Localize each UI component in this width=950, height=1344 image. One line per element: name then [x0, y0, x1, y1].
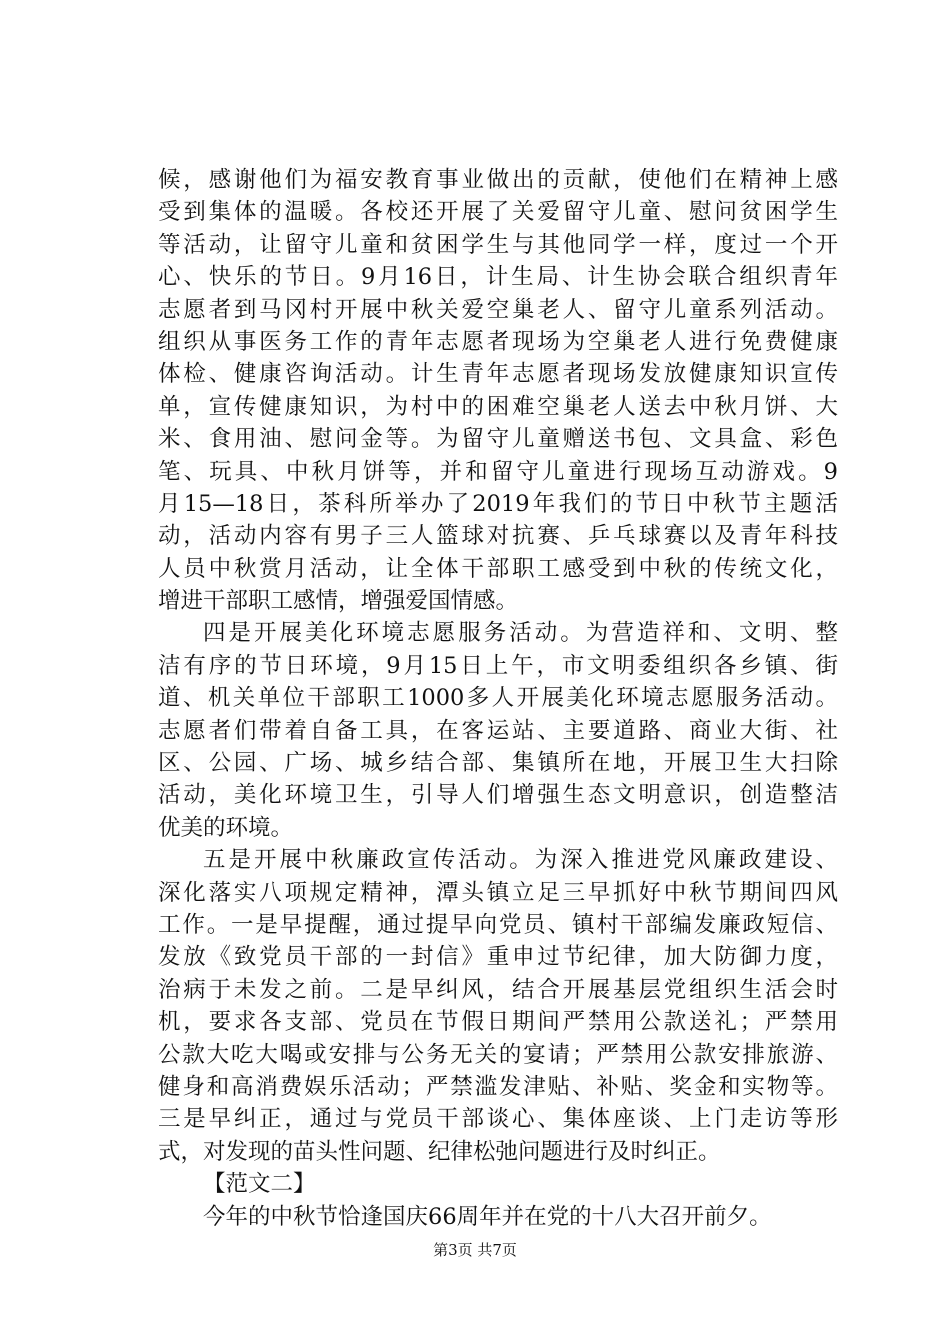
text-line: 等活动，让留守儿童和贫困学生与其他同学一样，度过一个开: [158, 231, 838, 258]
text-line: 志愿者到马冈村开展中秋关爱空巢老人、留守儿童系列活动。: [158, 296, 838, 323]
text-line: 今年的中秋节恰逢国庆66周年并在党的十八大召开前夕。: [203, 1203, 772, 1230]
text-line: 区、公园、广场、城乡结合部、集镇所在地，开展卫生大扫除: [158, 750, 838, 777]
document-body: [158, 164, 838, 1233]
text-line: 单，宣传健康知识，为村中的困难空巢老人送去中秋月饼、大: [158, 393, 838, 420]
text-line: 受到集体的温暖。各校还开展了关爱留守儿童、慰问贫困学生: [158, 199, 838, 226]
text-line: 优美的环境。: [158, 814, 294, 841]
text-line: 式，对发现的苗头性问题、纪律松弛问题进行及时纠正。: [158, 1138, 721, 1165]
text-line: 增进干部职工感情，增强爱国情感。: [158, 588, 519, 615]
text-line: 深化落实八项规定精神，潭头镇立足三早抓好中秋节期间四风: [158, 879, 838, 906]
text-line: 洁有序的节日环境，9月15日上午，市文明委组织各乡镇、街: [158, 652, 838, 679]
text-line: 人员中秋赏月活动，让全体干部职工感受到中秋的传统文化，: [158, 555, 838, 582]
text-line: 公款大吃大喝或安排与公务无关的宴请；严禁用公款安排旅游、: [158, 1041, 838, 1068]
page-footer: 第3页 共7页: [433, 1241, 517, 1259]
text-line: 治病于未发之前。二是早纠风，结合开展基层党组织生活会时: [158, 976, 838, 1003]
text-line: 四是开展美化环境志愿服务活动。为营造祥和、文明、整: [203, 620, 838, 647]
text-line: 五是开展中秋廉政宣传活动。为深入推进党风廉政建设、: [203, 847, 838, 874]
text-line: 志愿者们带着自备工具，在客运站、主要道路、商业大街、社: [158, 717, 838, 744]
text-line: 工作。一是早提醒，通过提早向党员、镇村干部编发廉政短信、: [158, 911, 838, 938]
text-line: 心、快乐的节日。9月16日，计生局、计生协会联合组织青年: [158, 264, 838, 291]
text-line: 发放《致党员干部的一封信》重申过节纪律，加大防御力度，: [158, 944, 838, 971]
text-line: 组织从事医务工作的青年志愿者现场为空巢老人进行免费健康: [158, 328, 838, 355]
text-line: 健身和高消费娱乐活动；严禁滥发津贴、补贴、奖金和实物等。: [158, 1073, 838, 1100]
text-line: 候，感谢他们为福安教育事业做出的贡献，使他们在精神上感: [158, 167, 838, 193]
text-line: 月15—18日，茶科所举办了2019年我们的节日中秋节主题活: [158, 490, 838, 517]
text-line: 笔、玩具、中秋月饼等，并和留守儿童进行现场互动游戏。9: [158, 458, 838, 485]
text-line: 动，活动内容有男子三人篮球对抗赛、乒乓球赛以及青年科技: [158, 523, 838, 550]
text-line: 米、食用油、慰问金等。为留守儿童赠送书包、文具盒、彩色: [158, 426, 838, 453]
text-line: 【范文二】: [203, 1171, 316, 1198]
text-line: 体检、健康咨询活动。计生青年志愿者现场发放健康知识宣传: [158, 361, 838, 388]
text-line: 活动，美化环境卫生，引导人们增强生态文明意识，创造整洁: [158, 782, 838, 809]
text-line: 机，要求各支部、党员在节假日期间严禁用公款送礼；严禁用: [158, 1009, 838, 1036]
text-line: 道、机关单位干部职工1000多人开展美化环境志愿服务活动。: [158, 685, 838, 712]
text-line: 三是早纠正，通过与党员干部谈心、集体座谈、上门走访等形: [158, 1106, 838, 1133]
